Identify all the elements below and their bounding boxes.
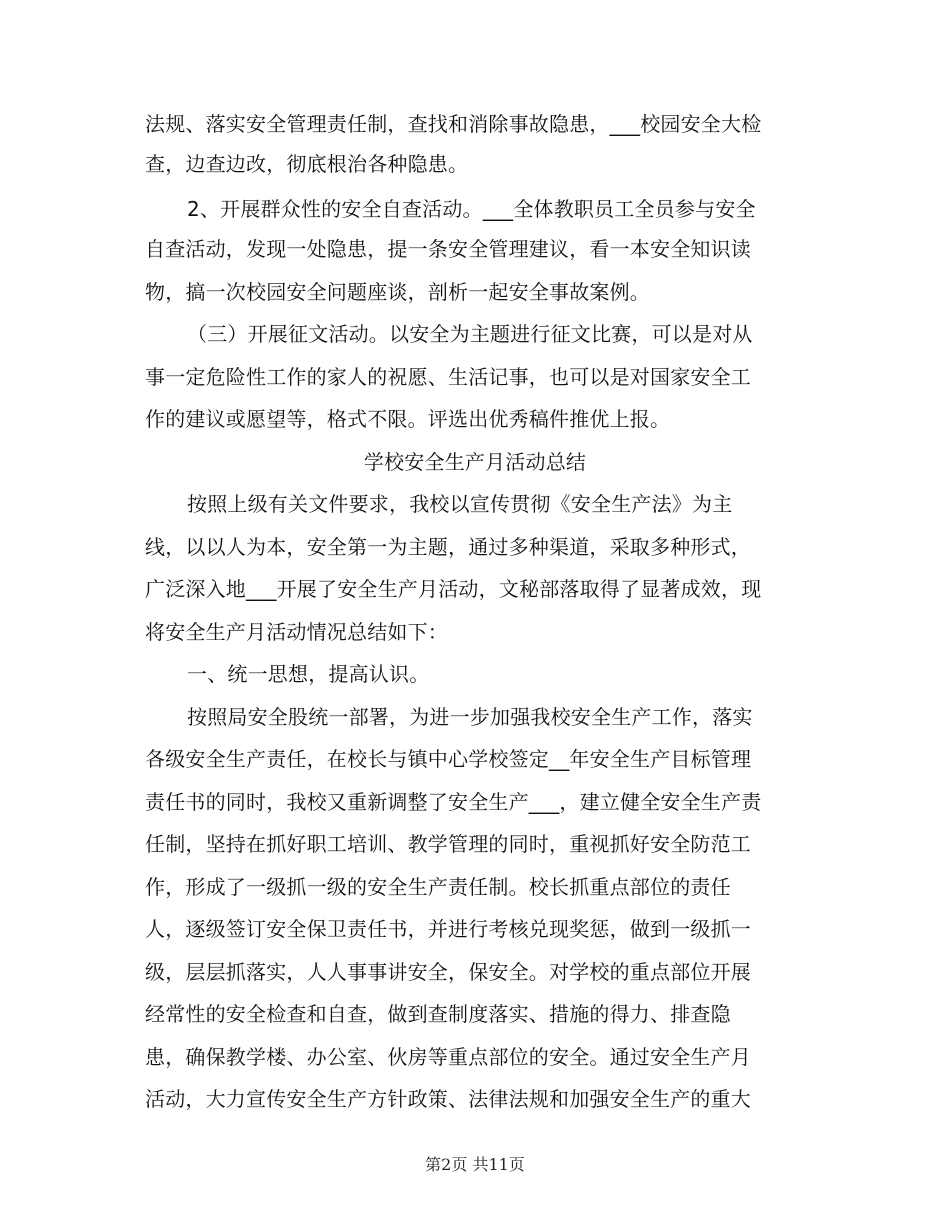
text-line: 法规、落实安全管理责任制，查找和消除事故隐患，___校园安全大检 xyxy=(145,112,762,136)
text-line: 将安全生产月活动情况总结如下： xyxy=(145,620,448,644)
text-line: 2、开展群众性的安全自查活动。___全体教职员工全员参与安全 xyxy=(187,197,756,221)
text-line: 责任书的同时，我校又重新调整了安全生产___，建立健全安全生产责 xyxy=(145,790,762,814)
text-line: 作的建议或愿望等，格式不限。评选出优秀稿件推优上报。 xyxy=(145,407,671,431)
text-line: 任制，坚持在抓好职工培训、教学管理的同时，重视抓好安全防范工 xyxy=(145,832,751,856)
text-line: 活动，大力宣传安全生产方针政策、法律法规和加强安全生产的重大 xyxy=(145,1087,751,1111)
text-line: 各级安全生产责任，在校长与镇中心学校签定__年安全生产目标管理 xyxy=(145,747,752,771)
text-line: 查，边查边改，彻底根治各种隐患。 xyxy=(145,152,469,176)
text-line: 作，形成了一级抓一级的安全生产责任制。校长抓重点部位的责任 xyxy=(145,875,731,899)
text-line: 事一定危险性工作的家人的祝愿、生活记事，也可以是对国家安全工 xyxy=(145,365,751,389)
text-line: 线，以以人为本，安全第一为主题，通过多种渠道，采取多种形式， xyxy=(145,535,751,559)
text-line: 按照局安全股统一部署，为进一步加强我校安全生产工作，落实 xyxy=(187,705,753,729)
text-line: 广泛深入地___开展了安全生产月活动，文秘部落取得了显著成效，现 xyxy=(145,577,762,601)
text-line: 级，层层抓落实，人人事事讲安全，保安全。对学校的重点部位开展 xyxy=(145,960,751,984)
section-title: 学校安全生产月活动总结 xyxy=(363,450,587,474)
text-line: 经常性的安全检查和自查，做到查制度落实、措施的得力、排查隐 xyxy=(145,1002,731,1026)
text-line: 自查活动，发现一处隐患，提一条安全管理建议，看一本安全知识读 xyxy=(145,237,751,261)
text-line: 按照上级有关文件要求，我校以宣传贯彻《安全生产法》为主 xyxy=(187,492,733,516)
page-footer: 第2页 共11页 xyxy=(425,1155,525,1174)
text-line: 物，搞一次校园安全问题座谈，剖析一起安全事故案例。 xyxy=(145,280,650,304)
text-line: 患，确保教学楼、办公室、伙房等重点部位的安全。通过安全生产月 xyxy=(145,1045,751,1069)
text-line: （三）开展征文活动。以安全为主题进行征文比赛，可以是对从 xyxy=(187,322,753,346)
text-line: 人，逐级签订安全保卫责任书，并进行考核兑现奖惩，做到一级抓一 xyxy=(145,917,751,941)
text-line: 一、统一思想，提高认识。 xyxy=(187,662,430,686)
